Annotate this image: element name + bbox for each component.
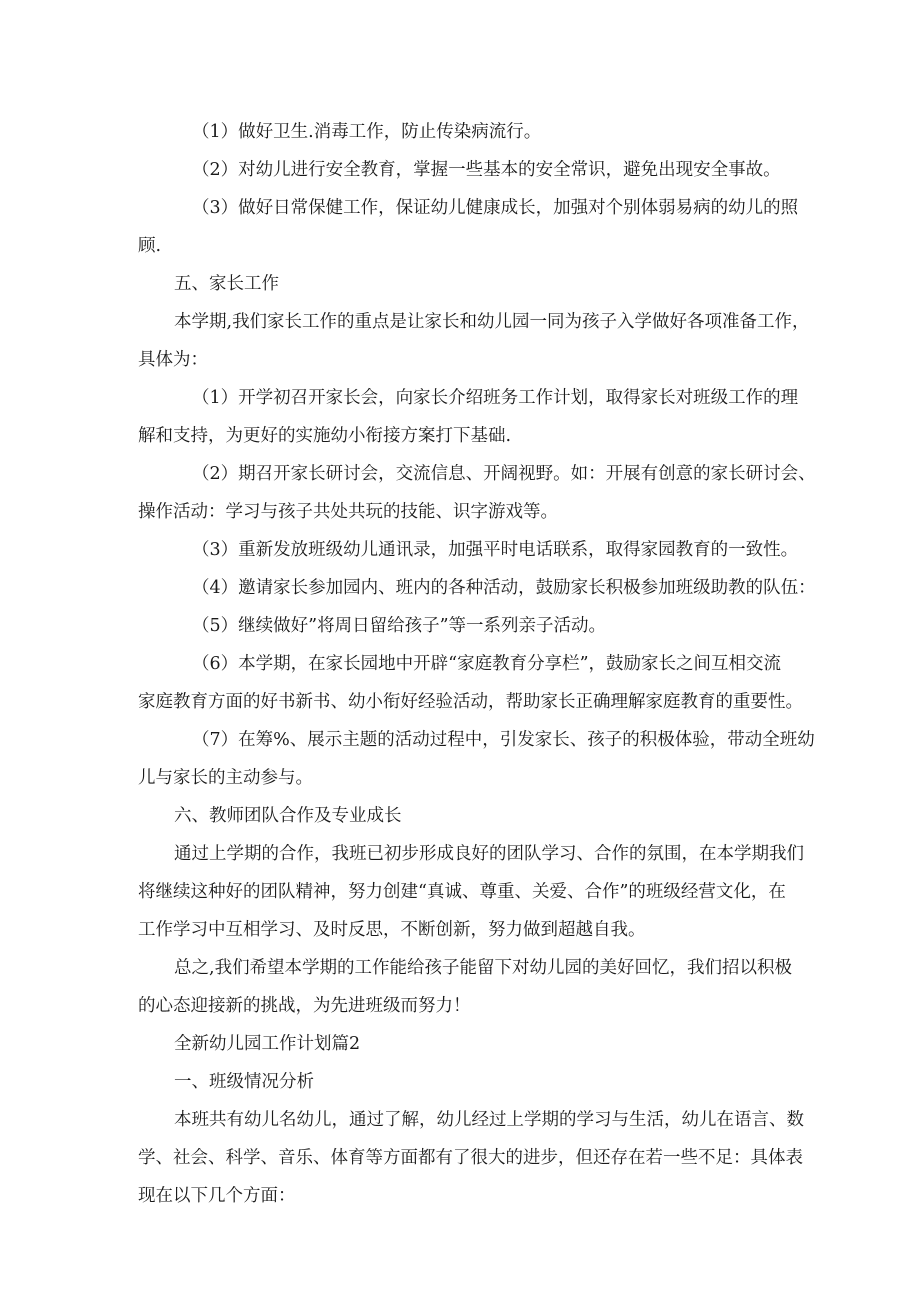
list-item-parent-meeting	[138, 379, 799, 455]
text-line: （1）做好卫生.消毒工作，防止传染病流行。	[192, 122, 542, 142]
list-item-hygiene	[138, 113, 788, 151]
text-line: （2）期召开家长研讨会，交流信息、开阔视野。如：开展有创意的家长研讨会、	[192, 464, 816, 484]
text-line: 学、社会、科学、音乐、体育等方面都有了很大的进步，但还存在若一些不足：具体表	[138, 1148, 803, 1168]
text-line: 家庭教育方面的好书新书、幼小衔好经验活动，帮助家长正确理解家庭教育的重要性。	[138, 692, 803, 712]
list-item-invite-parents	[138, 569, 816, 607]
text-line: （4）邀请家长参加园内、班内的各种活动，鼓励家长积极参加班级助教的队伍：	[192, 578, 816, 598]
list-item-family-activities	[138, 607, 788, 645]
section-heading-teacher-team	[138, 797, 788, 835]
list-item-contact-list	[138, 531, 799, 569]
text-line: （1）开学初召开家长会，向家长介绍班务工作计划，取得家长对班级工作的理	[192, 388, 799, 408]
heading-text: 一、班级情况分析	[174, 1072, 314, 1092]
paragraph-class-analysis	[138, 1101, 804, 1215]
text-line: 工作学习中互相学习、及时反思，不断创新，努力做到超越自我。	[138, 920, 646, 940]
paragraph-conclusion	[138, 949, 793, 1025]
text-line: 儿与家长的主动参与。	[138, 768, 313, 788]
text-line: （2）对幼儿进行安全教育，掌握一些基本的安全常识，避免出现安全事故。	[192, 160, 781, 180]
section-heading-class-analysis	[138, 1063, 788, 1101]
text-line: 通过上学期的合作，我班已初步形成良好的团队学习、合作的氛围，在本学期我们	[174, 844, 804, 864]
text-line: （3）重新发放班级幼儿通讯录，加强平时电话联系，取得家园教育的一致性。	[192, 540, 799, 560]
list-item-sharing-column	[138, 645, 803, 721]
heading-text: 六、教师团队合作及专业成长	[174, 806, 402, 826]
text-line: 顾.	[138, 236, 162, 256]
list-item-parent-seminar	[138, 455, 816, 531]
text-line: 将继续这种好的团队精神，努力创建“真诚、尊重、关爱、合作”的班级经营文化，在	[138, 882, 786, 902]
text-line: （6）本学期，在家长园地中开辟“家庭教育分享栏”，鼓励家长之间互相交流	[192, 654, 782, 674]
text-line: 本班共有幼儿名幼儿，通过了解，幼儿经过上学期的学习与生活，幼儿在语言、数	[174, 1110, 804, 1130]
text-line: 总之,我们希望本学期的工作能给孩子能留下对幼儿园的美好回忆，我们招以积极	[174, 958, 793, 978]
text-line: （5）继续做好”将周日留给孩子”等一系列亲子活动。	[192, 616, 607, 636]
text-line: 本学期,我们家长工作的重点是让家长和幼儿园一同为孩子入学做好各项准备工作，	[174, 312, 810, 332]
list-item-theme-activities	[138, 721, 815, 797]
text-line: （3）做好日常保健工作，保证幼儿健康成长，加强对个别体弱易病的幼儿的照	[192, 198, 799, 218]
text-line: 现在以下几个方面：	[138, 1186, 296, 1206]
paragraph-parent-work-intro	[138, 303, 810, 379]
list-item-health-care	[138, 189, 799, 265]
title-text: 全新幼儿园工作计划篇2	[174, 1034, 361, 1054]
paragraph-teacher-team	[138, 835, 804, 949]
text-line: 解和支持，为更好的实施幼小衔接方案打下基础.	[138, 426, 512, 446]
heading-text: 五、家长工作	[174, 274, 279, 294]
text-line: 具体为：	[138, 350, 208, 370]
text-line: 操作活动：学习与孩子共处共玩的技能、识字游戏等。	[138, 502, 558, 522]
section-heading-parent-work	[138, 265, 788, 303]
text-line: （7）在筹%、展示主题的活动过程中，引发家长、孩子的积极体验，带动全班幼	[192, 730, 815, 750]
text-line: 的心态迎接新的挑战，为先进班级而努力！	[138, 996, 471, 1016]
list-item-safety	[138, 151, 788, 189]
article-title	[138, 1025, 788, 1063]
